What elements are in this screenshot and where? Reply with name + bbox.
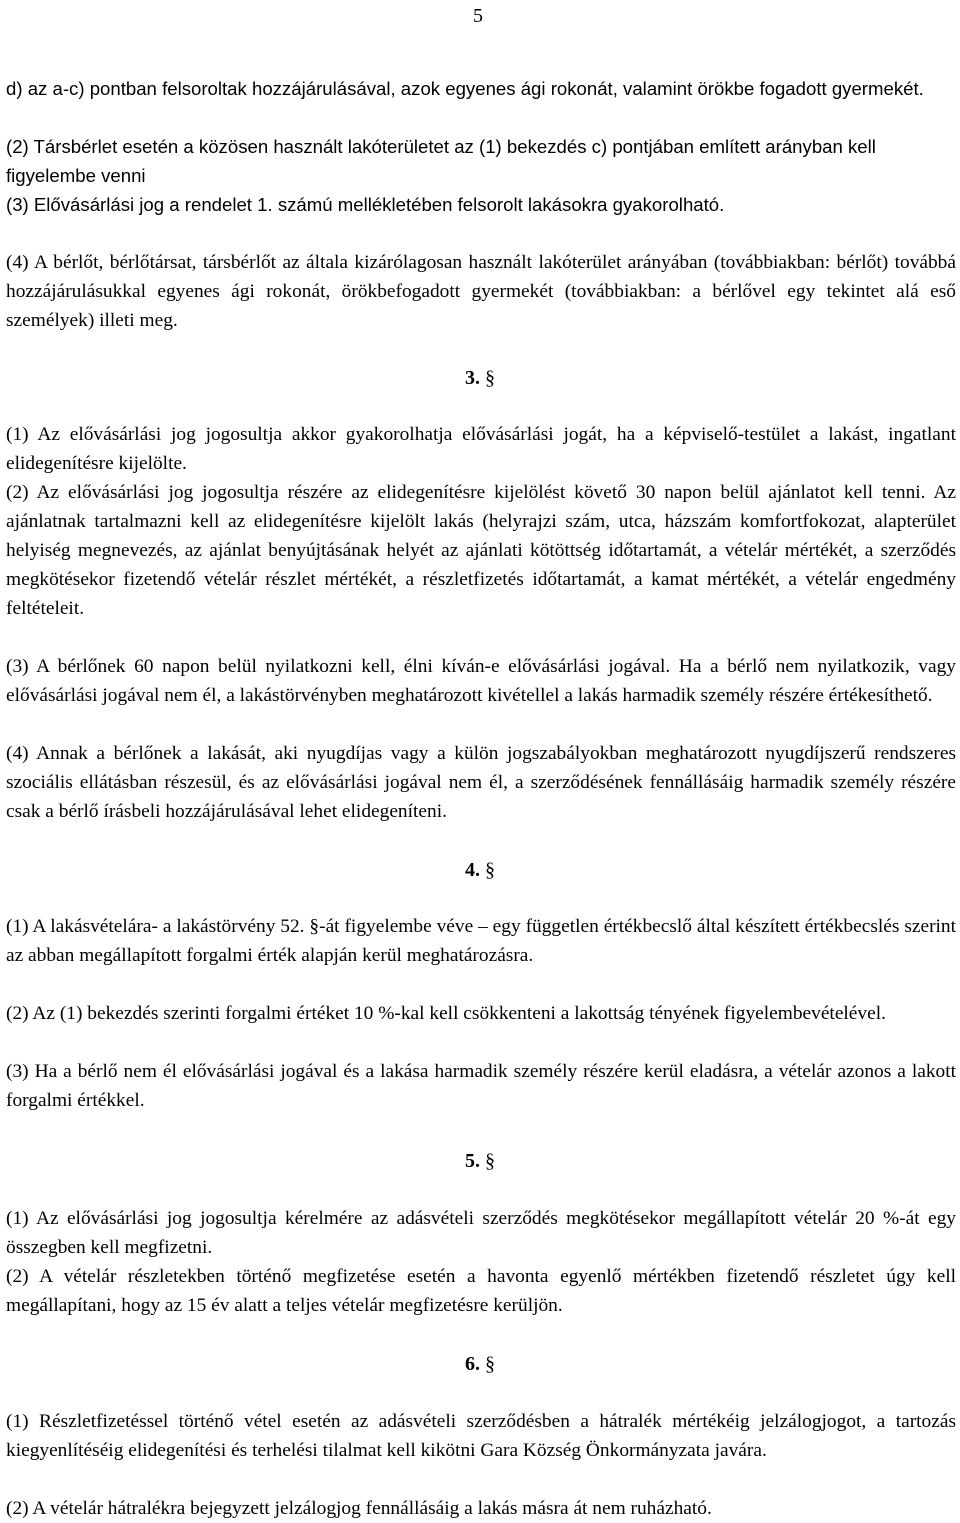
paragraph-2: (2) Társbérlet esetén a közösen használt lakóterületet az (1) bekezdés c) pontjában említett arányban kell figyelembe venni: [6, 136, 876, 186]
section-5-para-2: (2) A vételár részletekben történő megfizetése esetén a havonta egyenlő mértékben fizetendő részletet úgy kell megállapítani, hogy az 15 év alatt a teljes vételár megfizetésre kerüljön.: [6, 1266, 956, 1316]
section-3-para-4: (4) Annak a bérlőnek a lakását, aki nyugdíjas vagy a külön jogszabályokban meghatározott nyugdíjszerű rendszeres szociális ellátásban részesül, és az elővásárlási jogával nem él, a szerződésének fennállásáig harmadik személy részére csak a bérlő írásbeli hozzájárulásával lehet elidegeníteni.: [6, 743, 956, 822]
section-4-para-3: (3) Ha a bérlő nem él elővásárlási jogával és a lakása harmadik személy részére kerül eladásra, a vételár azonos a lakott forgalmi értékkel.: [6, 1061, 956, 1111]
section-heading-5: [0, 1147, 960, 1176]
section-5-para-1: (1) Az elővásárlási jog jogosultja kérelmére az adásvételi szerződés megkötésekor megállapított vételár 20 %-át egy összegben kell megfizetni.: [6, 1208, 956, 1258]
section-3-para-1: (1) Az elővásárlási jog jogosultja akkor gyakorolhatja elővásárlási jogát, ha a képviselő-testület a lakást, ingatlant elidegenítésre kijelölte.: [6, 424, 956, 474]
section-sign: §: [485, 367, 495, 389]
section-number: 3.: [465, 367, 480, 389]
section-number: 4.: [465, 859, 480, 881]
section-number: 5.: [465, 1150, 480, 1172]
paragraph-4: (4) A bérlőt, bérlőtársat, társbérlőt az általa kizárólagosan használt lakóterület arányában (továbbiakban: bérlőt) továbbá hozzájárulásukkal egyenes ági rokonát, örökbefogadott gyermekét (továbbiakban: a bérlővel egy tekintet alá eső személyek) illeti meg.: [6, 252, 956, 331]
section-4-para-1: (1) A lakásvételára- a lakástörvény 52. §-át figyelembe véve – egy független értékbecslő által készített értékbecslés szerint az abban megállapított forgalmi érték alapján kerül meghatározásra.: [6, 916, 956, 966]
section-6-para-2: (2) A vételár hátralékra bejegyzett jelzálogjog fennállásáig a lakás másra át nem ruházható.: [6, 1498, 712, 1519]
paragraph-d: d) az a-c) pontban felsoroltak hozzájárulásával, azok egyenes ági rokonát, valamint örökbe fogadott gyermekét.: [6, 78, 924, 99]
section-sign: §: [485, 1353, 495, 1375]
section-sign: §: [485, 859, 495, 881]
section-3-para-3: (3) A bérlőnek 60 napon belül nyilatkozni kell, élni kíván-e elővásárlási jogával. Ha a bérlő nem nyilatkozik, vagy elővásárlási jogával nem él, a lakástörvényben meghatározott kivétellel a lakás harmadik személy részére értékesíthető.: [6, 656, 956, 706]
section-sign: §: [485, 1150, 495, 1172]
section-heading-3: [0, 364, 960, 393]
section-3-para-2: (2) Az elővásárlási jog jogosultja részére az elidegenítésre kijelölést követő 30 napon belül ajánlatot kell tenni. Az ajánlatnak tartalmazni kell az elidegenítésre kijelölt lakás (helyrajzi szám, utca, házszám komfortfokozat, alapterület helyiség megnevezés, az ajánlat benyújtásának helyét az ajánlati kötöttség időtartamát, a vételár mértékét, a szerződés megkötésekor fizetendő vételár részlet mértékét, a részletfizetés időtartamát, a kamat mértékét, a vételár engedmény feltételeit.: [6, 482, 956, 619]
section-heading-6: [0, 1350, 960, 1379]
section-heading-4: [0, 856, 960, 885]
section-number: 6.: [465, 1353, 480, 1375]
paragraph-3: (3) Elővásárlási jog a rendelet 1. számú mellékletében felsorolt lakásokra gyakorolható.: [6, 194, 725, 215]
section-6-para-1: (1) Részletfizetéssel történő vétel esetén az adásvételi szerződésben a hátralék mértékéig jelzálogjogot, a tartozás kiegyenlítéséig elidegenítési és terhelési tilalmat kell kikötni Gara Község Önkormányzata javára.: [6, 1411, 956, 1461]
page-number: 5: [473, 5, 483, 27]
section-4-para-2: (2) Az (1) bekezdés szerinti forgalmi értéket 10 %-kal kell csökkenteni a lakottság tényének figyelembevételével.: [6, 1003, 886, 1024]
